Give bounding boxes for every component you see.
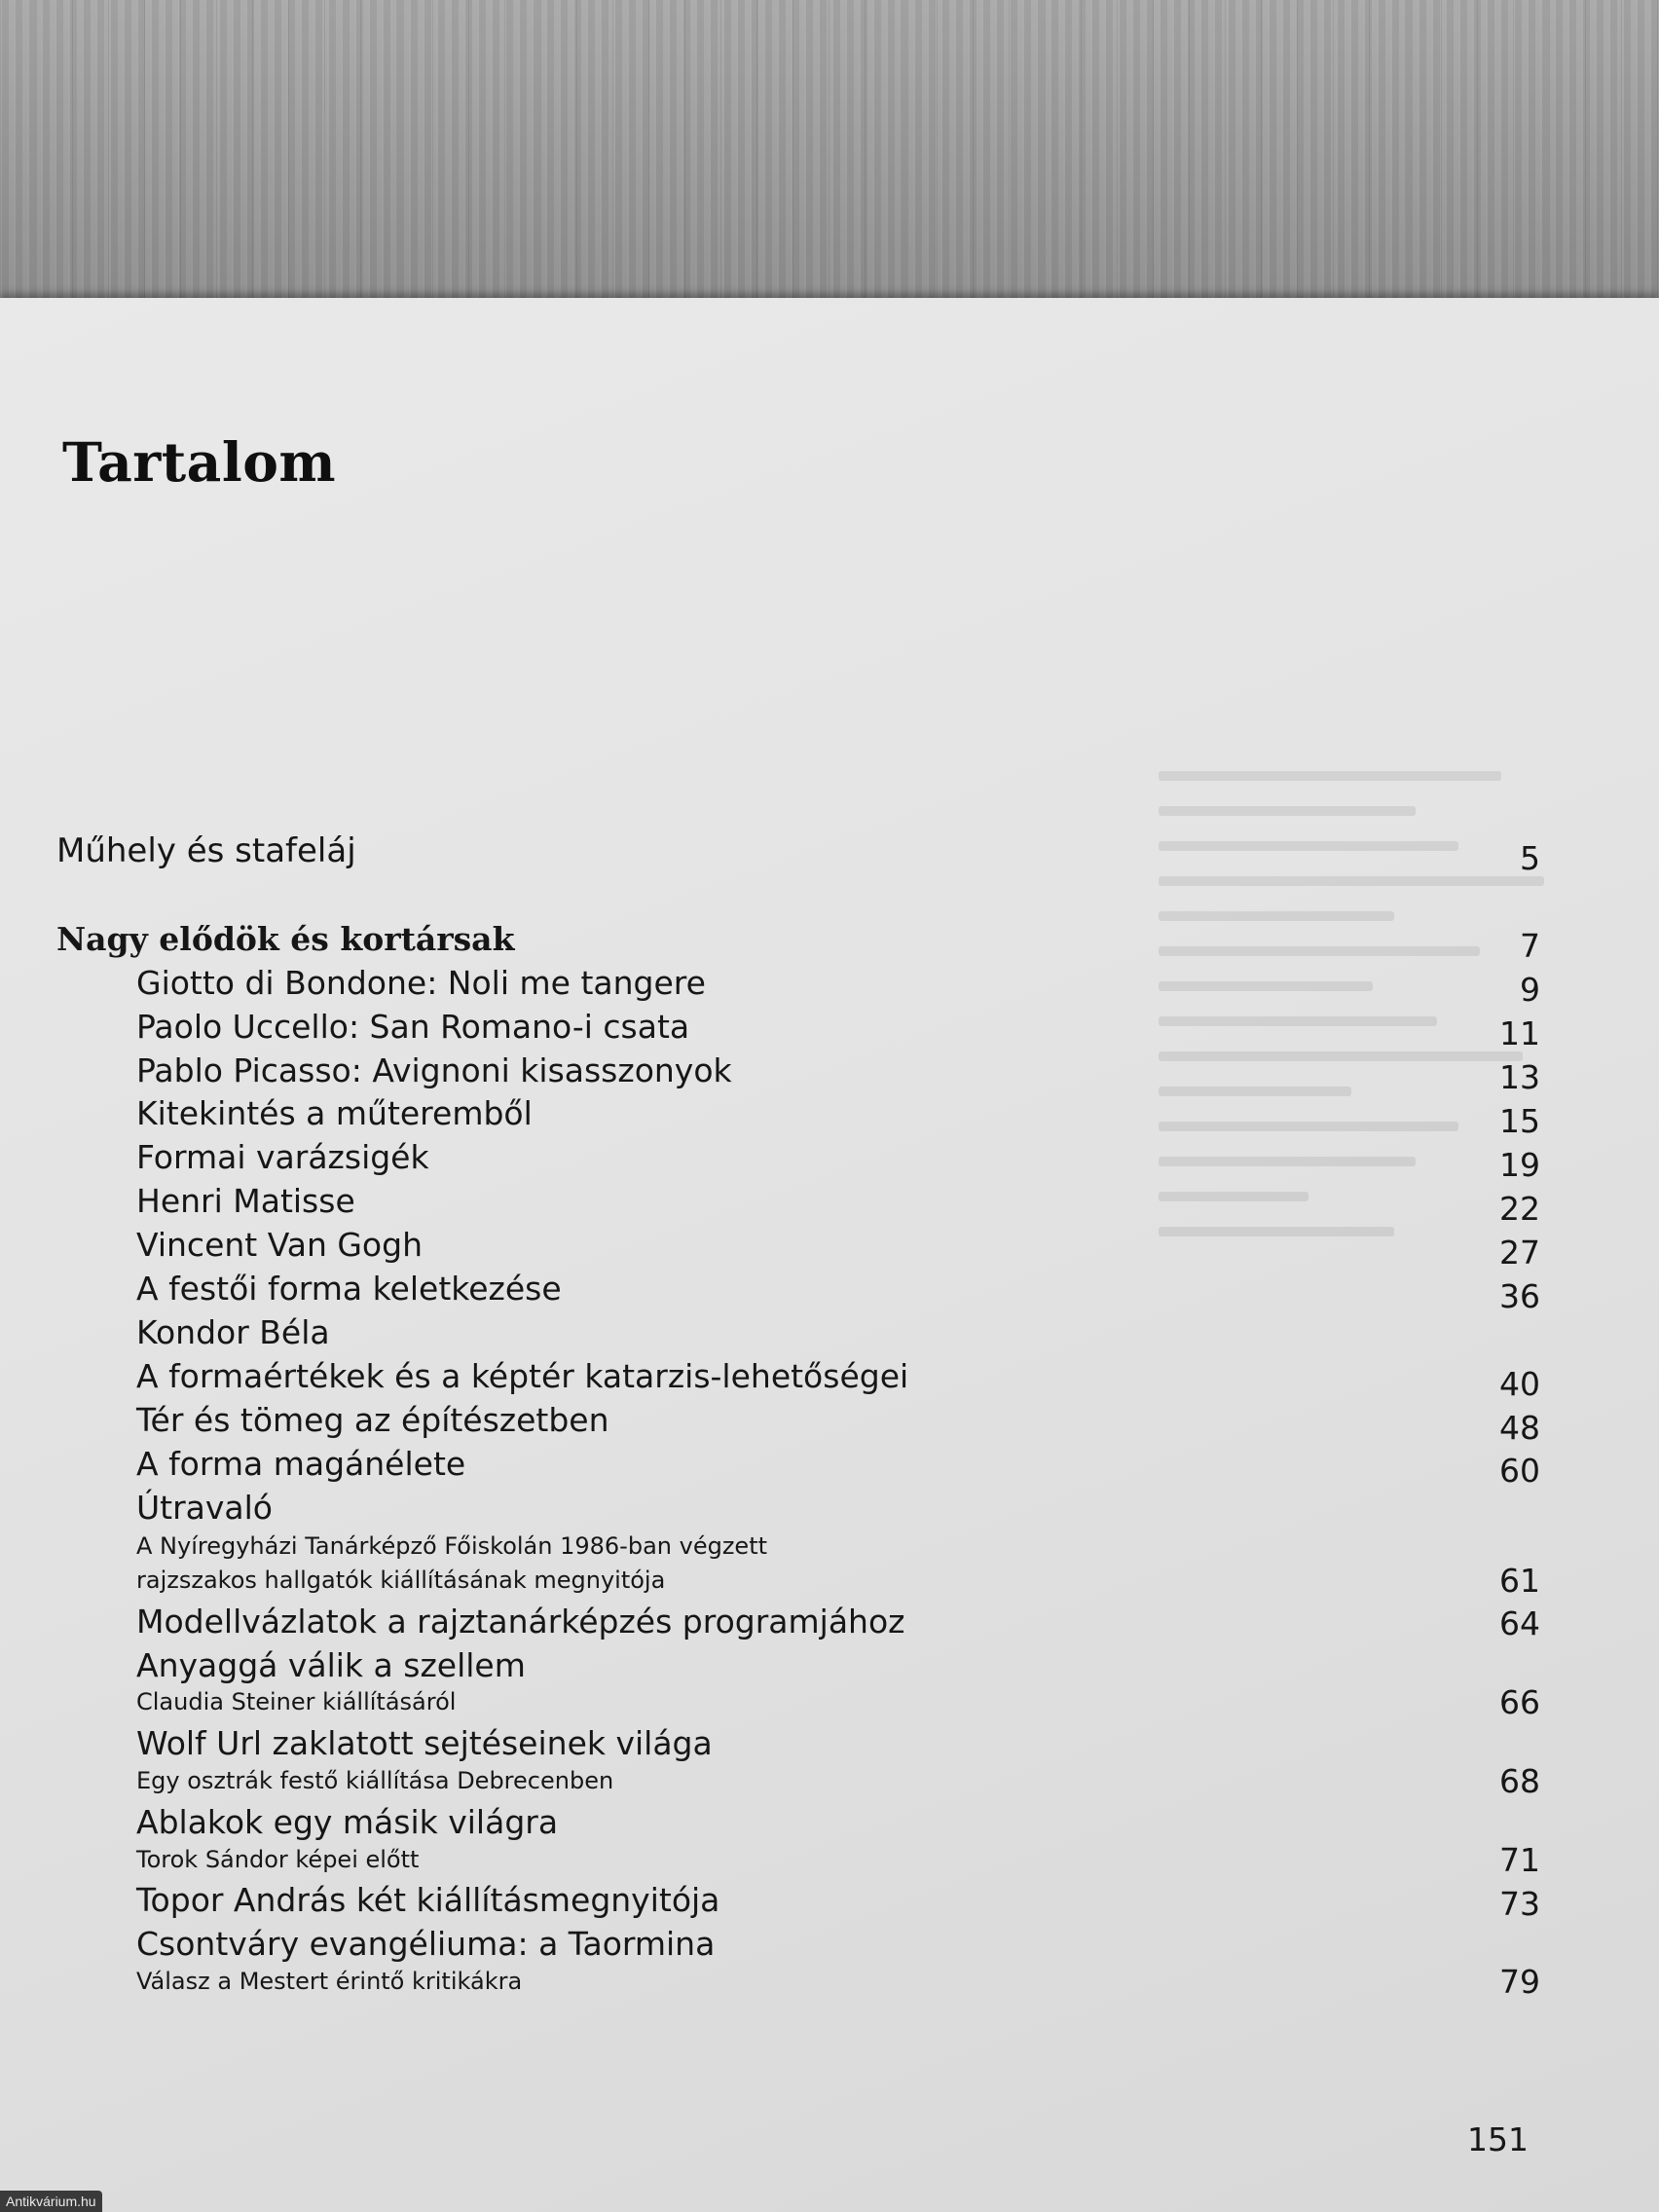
toc-entry-title: Topor András két kiállításmegnyitója: [136, 1881, 720, 1919]
toc-entry-title: Útravaló: [136, 1489, 273, 1527]
toc-entry-subtitle: Válasz a Mestert érintő kritikákra: [136, 1968, 523, 1995]
toc-page-number: 36: [1499, 1277, 1540, 1315]
toc-page-number: 48: [1499, 1409, 1540, 1447]
toc-entry-title: Csontváry evangéliuma: a Taormina: [136, 1925, 716, 1963]
toc-page-number: 79: [1499, 1963, 1540, 2001]
toc-entry-title: Paolo Uccello: San Romano-i csata: [136, 1008, 690, 1046]
toc-entry-title: Kitekintés a műteremből: [136, 1094, 533, 1132]
toc-page-number: 64: [1499, 1604, 1540, 1642]
toc-entry-title: A festői forma keletkezése: [136, 1270, 562, 1308]
toc-entry-title: Pablo Picasso: Avignoni kisasszonyok: [136, 1051, 732, 1089]
toc-page-number: 7: [1520, 927, 1540, 965]
toc-page-number: 5: [1520, 839, 1540, 877]
toc-page-number: 61: [1499, 1562, 1540, 1600]
toc-entry-title: A formaértékek és a képtér katarzis-lehetőségei: [136, 1357, 909, 1395]
watermark: Antikvárium.hu: [0, 2191, 102, 2212]
toc-page-number: 40: [1499, 1365, 1540, 1403]
toc-page-number: 11: [1499, 1014, 1540, 1052]
toc-entry-title: Vincent Van Gogh: [136, 1226, 423, 1264]
toc-page-number: 15: [1499, 1102, 1540, 1140]
toc-section-title: Nagy elődök és kortársak: [56, 920, 515, 958]
toc-page-number: 66: [1499, 1683, 1540, 1721]
toc-entry-subtitle: Torok Sándor képei előtt: [136, 1846, 420, 1873]
toc-entry-title: Kondor Béla: [136, 1313, 330, 1351]
folio-page-number: 151: [1467, 2120, 1529, 2158]
toc-page-number: 60: [1499, 1452, 1540, 1490]
toc-page-number: 68: [1499, 1762, 1540, 1800]
toc-entry-title: Műhely és stafeláj: [56, 831, 356, 870]
toc-entry-title: Giotto di Bondone: Noli me tangere: [136, 964, 706, 1002]
toc-page-number: 9: [1520, 971, 1540, 1009]
wooden-table-background: [0, 0, 1659, 304]
toc-entry-subtitle: rajzszakos hallgatók kiállításának megnyitója: [136, 1567, 666, 1594]
toc-entry-subtitle: Egy osztrák festő kiállítása Debrecenben: [136, 1767, 614, 1794]
toc-entry-title: Tér és tömeg az építészetben: [136, 1401, 609, 1439]
toc-page-number: 71: [1499, 1841, 1540, 1879]
toc-entry-title: Ablakok egy másik világra: [136, 1803, 559, 1841]
toc-page-number: 22: [1499, 1190, 1540, 1228]
toc-entry-title: Formai varázsigék: [136, 1138, 429, 1176]
toc-entry-title: Modellvázlatok a rajztanárképzés programjához: [136, 1603, 905, 1641]
toc-page-number: 19: [1499, 1146, 1540, 1184]
toc-entry-title: Wolf Url zaklatott sejtéseinek világa: [136, 1724, 713, 1762]
toc-page-number: 73: [1499, 1885, 1540, 1923]
toc-entry-title: Anyaggá válik a szellem: [136, 1646, 526, 1684]
page-title: Tartalom: [62, 430, 337, 494]
toc-entry-title: Henri Matisse: [136, 1182, 355, 1220]
toc-entry-subtitle: Claudia Steiner kiállításáról: [136, 1688, 457, 1715]
toc-page-number: 27: [1499, 1234, 1540, 1272]
toc-entry-title: A forma magánélete: [136, 1445, 466, 1483]
toc-entry-subtitle: A Nyíregyházi Tanárképző Főiskolán 1986-ban végzett: [136, 1532, 768, 1560]
toc-page-number: 13: [1499, 1058, 1540, 1096]
